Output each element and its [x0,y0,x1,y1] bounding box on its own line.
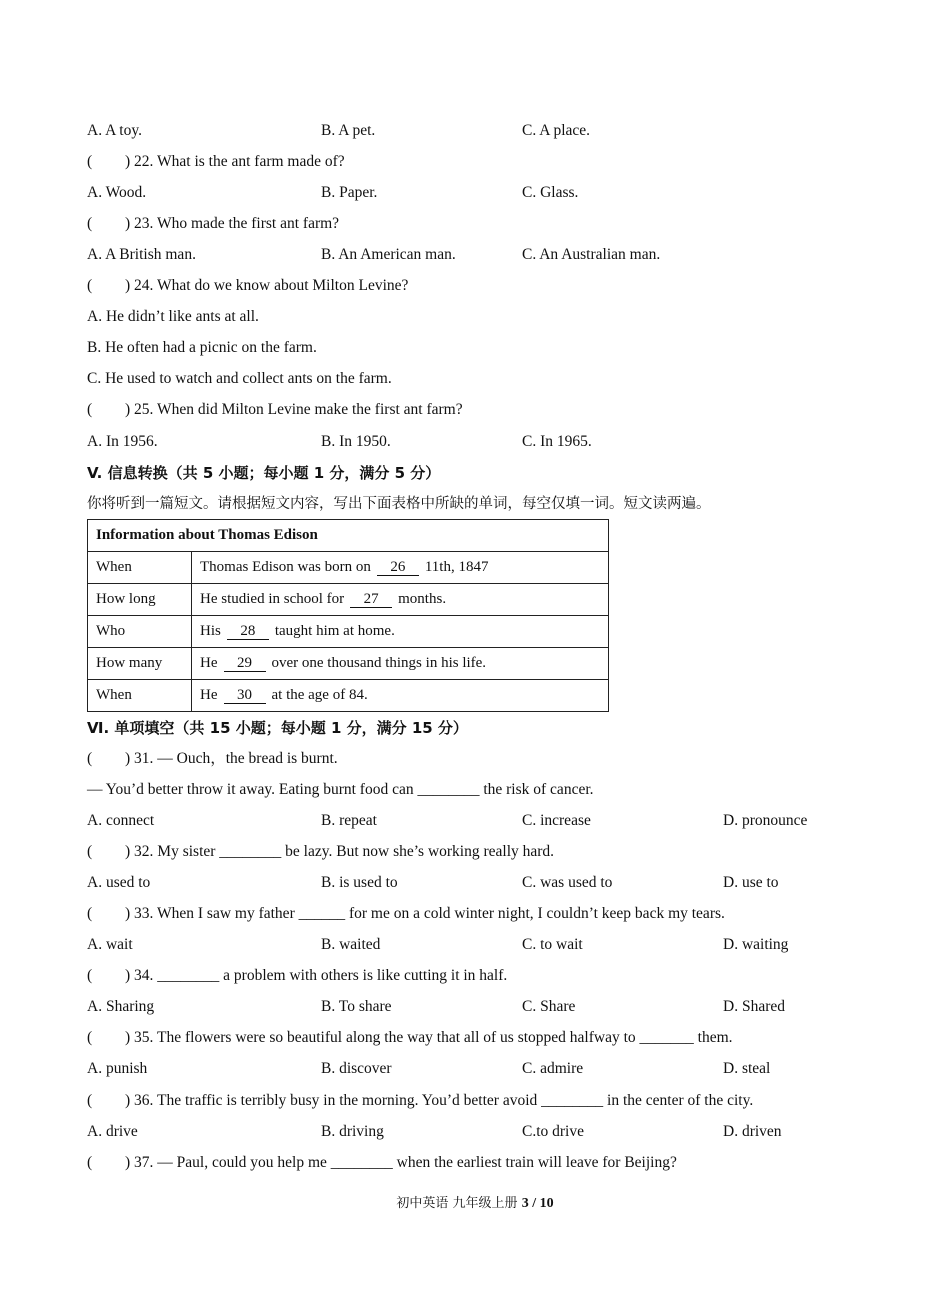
table-header-row [88,520,609,552]
q22-option-c: C. Glass. [522,184,579,201]
question-22: ( ) 22. What is the ant farm made of? [87,153,345,170]
q34-option-d: D. Shared [723,998,785,1015]
q32-option-b: B. is used to [321,874,398,891]
q31-option-d: D. pronounce [723,812,808,829]
table-row [88,552,609,584]
row-content: He 29 over one thousand things in his life. [192,648,609,680]
q21-option-b: B. A pet. [321,122,376,139]
answer-blank-28[interactable]: 28 [227,623,269,640]
q33-option-c: C. to wait [522,936,583,953]
q36-option-a: A. drive [87,1123,138,1140]
q25-option-a: A. In 1956. [87,433,158,450]
edison-info-table [87,519,609,712]
q21-option-c: C. A place. [522,122,591,139]
q32-option-c: C. was used to [522,874,613,891]
q24-option-b: B. He often had a picnic on the farm. [87,339,317,356]
q34-option-c: C. Share [522,998,576,1015]
q33-option-b: B. waited [321,936,381,953]
q24-option-a: A. He didn’t like ants at all. [87,308,259,325]
answer-blank-30[interactable]: 30 [224,687,266,704]
q36-option-b: B. driving [321,1123,384,1140]
row-content: He studied in school for 27 months. [192,584,609,616]
q32-option-a: A. used to [87,874,151,891]
table-row [88,680,609,712]
q35-option-b: B. discover [321,1060,392,1077]
question-34: ( ) 34. ________ a problem with others is like cutting it in half. [87,967,508,984]
answer-blank-27[interactable]: 27 [350,591,392,608]
row-content: His 28 taught him at home. [192,616,609,648]
row-label: When [88,680,192,712]
q35-option-a: A. punish [87,1060,148,1077]
question-37: ( ) 37. — Paul, could you help me ________ when the earliest train will leave for Beijing? [87,1154,677,1171]
row-label: How long [88,584,192,616]
row-content: He 30 at the age of 84. [192,680,609,712]
section-5-title: V. 信息转换（共 5 小题；每小题 1 分，满分 5 分） [87,464,441,482]
q34-option-b: B. To share [321,998,392,1015]
question-32: ( ) 32. My sister ________ be lazy. But now she’s working really hard. [87,843,555,860]
answer-blank-29[interactable]: 29 [224,655,266,672]
q31-option-c: C. increase [522,812,591,829]
q32-option-d: D. use to [723,874,779,891]
row-label: How many [88,648,192,680]
table-row [88,648,609,680]
q33-option-d: D. waiting [723,936,789,953]
q22-option-b: B. Paper. [321,184,378,201]
q33-option-a: A. wait [87,936,133,953]
question-31: ( ) 31. — Ouch，the bread is burnt. [87,750,338,767]
row-label: Who [88,616,192,648]
q22-option-a: A. Wood. [87,184,147,201]
q35-option-d: D. steal [723,1060,771,1077]
question-36: ( ) 36. The traffic is terribly busy in the morning. You’d better avoid ________ in the center of the city. [87,1092,754,1109]
q36-option-d: D. driven [723,1123,782,1140]
page-number: 3 / 10 [521,1196,554,1211]
question-24: ( ) 24. What do we know about Milton Levine? [87,277,409,294]
q24-option-c: C. He used to watch and collect ants on the farm. [87,370,392,387]
section-5-instruction: 你将听到一篇短文。请根据短文内容，写出下面表格中所缺的单词，每空仅填一词。短文读两遍。 [87,496,711,512]
q25-option-b: B. In 1950. [321,433,391,450]
q34-option-a: A. Sharing [87,998,155,1015]
q31-option-a: A. connect [87,812,155,829]
question-23: ( ) 23. Who made the first ant farm? [87,215,340,232]
question-33: ( ) 33. When I saw my father ______ for me on a cold winter night, I couldn’t keep back my tears. [87,905,725,922]
question-25: ( ) 25. When did Milton Levine make the first ant farm? [87,401,463,418]
table-header: Information about Thomas Edison [88,520,609,552]
row-content: Thomas Edison was born on 26 11th, 1847 [192,552,609,584]
q21-option-a: A. A toy. [87,122,142,139]
row-label: When [88,552,192,584]
page-footer: 初中英语 九年级上册 3 / 10 [396,1196,554,1211]
question-31-line2: — You’d better throw it away. Eating burnt food can ________ the risk of cancer. [87,781,594,798]
question-35: ( ) 35. The flowers were so beautiful along the way that all of us stopped halfway to _______ them. [87,1029,733,1046]
q25-option-c: C. In 1965. [522,433,592,450]
section-6-title: Ⅵ. 单项填空（共 15 小题；每小题 1 分，满分 15 分） [87,719,468,737]
q23-option-b: B. An American man. [321,246,456,263]
q35-option-c: C. admire [522,1060,584,1077]
q23-option-c: C. An Australian man. [522,246,661,263]
q36-option-c: C.to drive [522,1123,584,1140]
table-row [88,584,609,616]
answer-blank-26[interactable]: 26 [377,559,419,576]
table-row [88,616,609,648]
q31-option-b: B. repeat [321,812,377,829]
q23-option-a: A. A British man. [87,246,196,263]
